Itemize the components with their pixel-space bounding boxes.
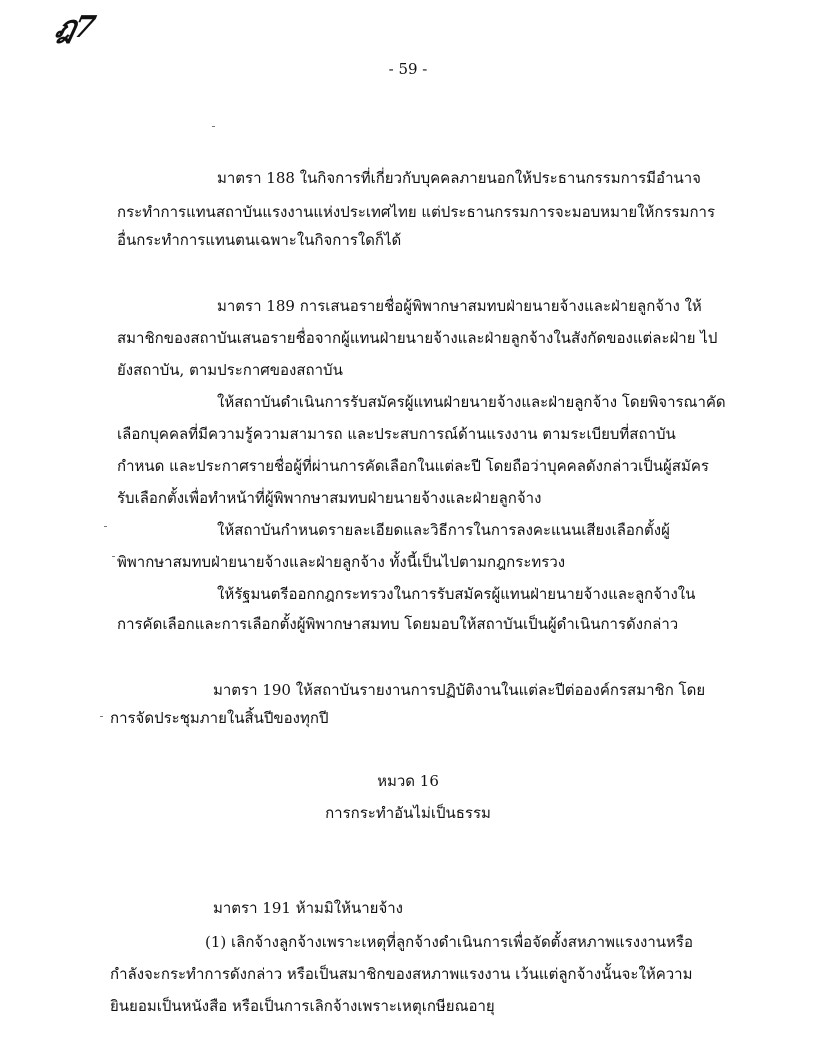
section-189-line-4: ให้สถาบันดำเนินการรับสมัครผู้แทนฝ่ายนายจ้างและฝ่ายลูกจ้าง โดยพิจารณาคัด xyxy=(217,393,726,411)
section-188-line-1: มาตรา 188 ในกิจการที่เกี่ยวกับบุคคลภายนอกให้ประธานกรรมการมีอำนาจ xyxy=(217,169,701,187)
scan-speck xyxy=(104,526,107,527)
section-190-line-1: มาตรา 190 ให้สถาบันรายงานการปฏิบัติงานในแต่ละปีต่อองค์กรสมาชิก โดย xyxy=(213,681,706,699)
section-189-line-5: เลือกบุคคลที่มีความรู้ความสามารถ และประสบการณ์ด้านแรงงาน ตามระเบียบที่สถาบัน xyxy=(117,425,676,443)
section-189-line-2: สมาชิกของสถาบันเสนอรายชื่อจากผู้แทนฝ่ายนายจ้างและฝ่ายลูกจ้างในสังกัดของแต่ละฝ่าย ไป xyxy=(117,329,718,347)
section-189-line-3: ยังสถาบัน, ตามประกาศของสถาบัน xyxy=(117,361,343,379)
section-191-line-3: กำลังจะกระทำการดังกล่าว หรือเป็นสมาชิกของสหภาพแรงงาน เว้นแต่ลูกจ้างนั้นจะให้ความ xyxy=(110,965,693,983)
chapter-title: การกระทำอันไม่เป็นธรรม xyxy=(325,804,491,822)
section-189-line-1: มาตรา 189 การเสนอรายชื่อผู้พิพากษาสมทบฝ่ายนายจ้างและฝ่ายลูกจ้าง ให้ xyxy=(217,297,702,315)
section-189-line-9: พิพากษาสมทบฝ่ายนายจ้างและฝ่ายลูกจ้าง ทั้งนี้เป็นไปตามกฎกระทรวง xyxy=(117,553,566,571)
section-189-line-10: ให้รัฐมนตรีออกกฎกระทรวงในการรับสมัครผู้แทนฝ่ายนายจ้างและลูกจ้างใน xyxy=(217,585,696,603)
section-189-line-6: กำหนด และประกาศรายชื่อผู้ที่ผ่านการคัดเลือกในแต่ละปี โดยถือว่าบุคคลดังกล่าวเป็นผู้สมัคร xyxy=(117,457,709,475)
handwritten-page-mark: ฎ7 xyxy=(52,10,97,45)
section-189-line-8: ให้สถาบันกำหนดรายละเอียดและวิธีการในการลงคะแนนเสียงเลือกตั้งผู้ xyxy=(217,521,670,539)
section-191-line-4: ยินยอมเป็นหนังสือ หรือเป็นการเลิกจ้างเพราะเหตุเกษียณอายุ xyxy=(110,997,495,1015)
section-190-line-2: การจัดประชุมภายในสิ้นปีของทุกปี xyxy=(110,709,329,727)
page-number: - 59 - xyxy=(388,60,428,78)
section-189-line-7: รับเลือกตั้งเพื่อทำหน้าที่ผู้พิพากษาสมทบฝ่ายนายจ้างและฝ่ายลูกจ้าง xyxy=(117,489,542,507)
section-191-line-1: มาตรา 191 ห้ามมิให้นายจ้าง xyxy=(213,899,403,917)
scan-speck xyxy=(112,556,115,557)
section-188-line-2: กระทำการแทนสถาบันแรงงานแห่งประเทศไทย แต่ประธานกรรมการจะมอบหมายให้กรรมการ xyxy=(117,203,716,221)
scan-speck xyxy=(100,716,103,717)
section-188-line-3: อื่นกระทำการแทนตนเฉพาะในกิจการใดก็ได้ xyxy=(117,231,402,249)
chapter-number: หมวด 16 xyxy=(377,772,439,790)
section-189-line-11: การคัดเลือกและการเลือกตั้งผู้พิพากษาสมทบ โดยมอบให้สถาบันเป็นผู้ดำเนินการดังกล่าว xyxy=(117,615,679,633)
section-191-line-2: (1) เลิกจ้างลูกจ้างเพราะเหตุที่ลูกจ้างดำเนินการเพื่อจัดตั้งสหภาพแรงงานหรือ xyxy=(205,933,693,951)
scan-speck xyxy=(212,126,215,127)
